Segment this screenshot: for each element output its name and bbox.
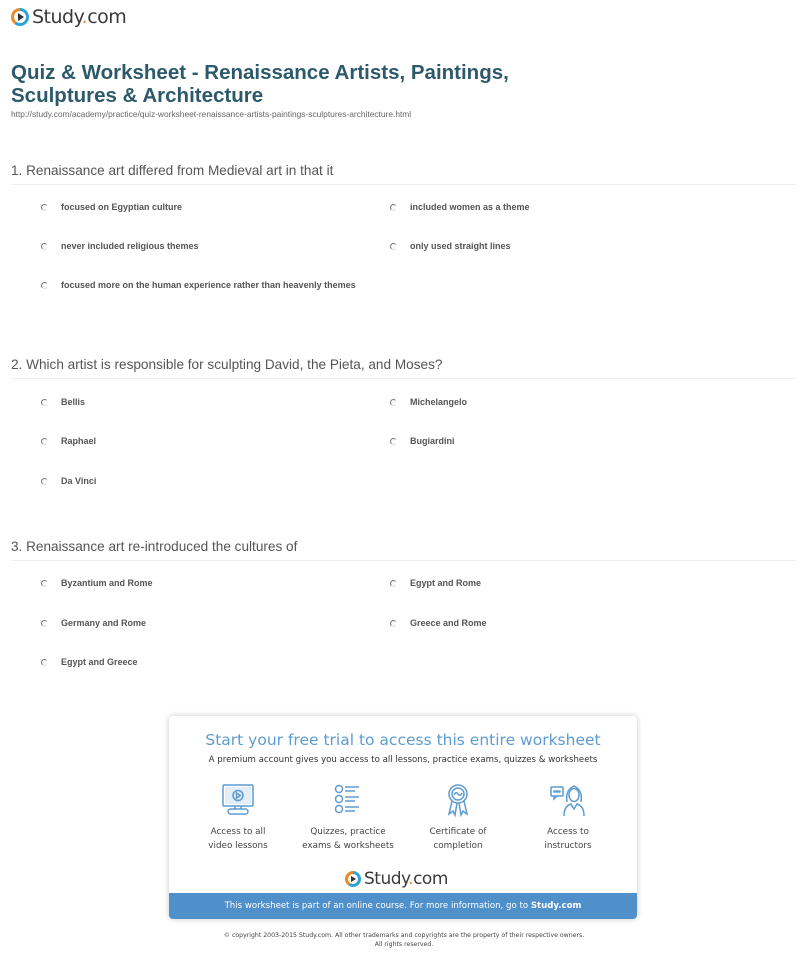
question-3 (11, 539, 796, 679)
answer-option[interactable]: Da Vinci (41, 474, 361, 488)
answer-option[interactable]: Greece and Rome (390, 616, 710, 630)
radio-button[interactable] (390, 580, 397, 587)
certificate-icon (440, 782, 476, 818)
answer-option[interactable]: focused on Egyptian culture (41, 200, 361, 214)
radio-button[interactable] (390, 243, 397, 250)
promo-subtitle: A premium account gives you access to all lessons, practice exams, quizzes & worksheets (208, 755, 598, 765)
radio-button[interactable] (41, 282, 48, 289)
radio-button[interactable] (390, 399, 397, 406)
radio-button[interactable] (41, 620, 48, 627)
question-text: 1. Renaissance art differed from Medieval art in that it (11, 163, 796, 185)
answer-option[interactable]: Byzantium and Rome (41, 576, 361, 590)
copyright-notice: © copyright 2003-2015 Study.com. All other trademarks and copyrights are the property of their respective owners. All rights reserved. (223, 932, 585, 948)
answer-option[interactable]: never included religious themes (41, 239, 361, 253)
answer-option[interactable]: Bugiardini (390, 434, 710, 448)
answer-option[interactable]: only used straight lines (390, 239, 710, 253)
logo-wordmark: Study.com (32, 6, 127, 28)
promo-study-logo[interactable] (345, 870, 448, 888)
question-text: 2. Which artist is responsible for sculpting David, the Pieta, and Moses? (11, 357, 796, 379)
radio-button[interactable] (390, 438, 397, 445)
free-trial-promo (169, 716, 637, 919)
answer-option[interactable]: Raphael (41, 434, 361, 448)
radio-button[interactable] (390, 620, 397, 627)
course-info-bar: This worksheet is part of an online course. For more information, go to Study.com (169, 893, 637, 919)
play-logo-icon (11, 8, 29, 26)
answer-option[interactable]: Egypt and Greece (41, 655, 361, 669)
radio-button[interactable] (41, 580, 48, 587)
answer-option[interactable]: included women as a theme (390, 200, 710, 214)
video-lesson-icon (220, 782, 256, 818)
radio-button[interactable] (41, 659, 48, 666)
answer-option[interactable]: Germany and Rome (41, 616, 361, 630)
feature-certificate: Certificate of completion (403, 782, 513, 853)
instructor-icon (550, 782, 586, 818)
page-url: http://study.com/academy/practice/quiz-worksheet-renaissance-artists-paintings-sculptures-architecture.html (11, 109, 412, 119)
question-text: 3. Renaissance art re-introduced the cultures of (11, 539, 796, 561)
play-logo-icon (345, 871, 361, 887)
question-1 (11, 163, 796, 313)
feature-quizzes: Quizzes, practice exams & worksheets (293, 782, 403, 853)
study-link[interactable]: Study.com (530, 901, 582, 911)
feature-instructors: Access to instructors (513, 782, 623, 853)
logo-wordmark: Study.com (364, 869, 448, 889)
radio-button[interactable] (41, 243, 48, 250)
answer-option[interactable]: focused more on the human experience rather than heavenly themes (41, 278, 361, 292)
quiz-list-icon (330, 782, 366, 818)
answer-option[interactable]: Bellis (41, 395, 361, 409)
radio-button[interactable] (41, 204, 48, 211)
promo-title[interactable]: Start your free trial to access this entire worksheet (205, 731, 601, 749)
study-logo[interactable] (11, 7, 126, 27)
radio-button[interactable] (390, 204, 397, 211)
page-title: Quiz & Worksheet - Renaissance Artists, Paintings, Sculptures & Architecture (11, 61, 509, 107)
question-2 (11, 357, 796, 497)
radio-button[interactable] (41, 438, 48, 445)
answer-option[interactable]: Michelangelo (390, 395, 710, 409)
answer-option[interactable]: Egypt and Rome (390, 576, 710, 590)
feature-video-lessons: Access to all video lessons (183, 782, 293, 853)
radio-button[interactable] (41, 399, 48, 406)
radio-button[interactable] (41, 478, 48, 485)
